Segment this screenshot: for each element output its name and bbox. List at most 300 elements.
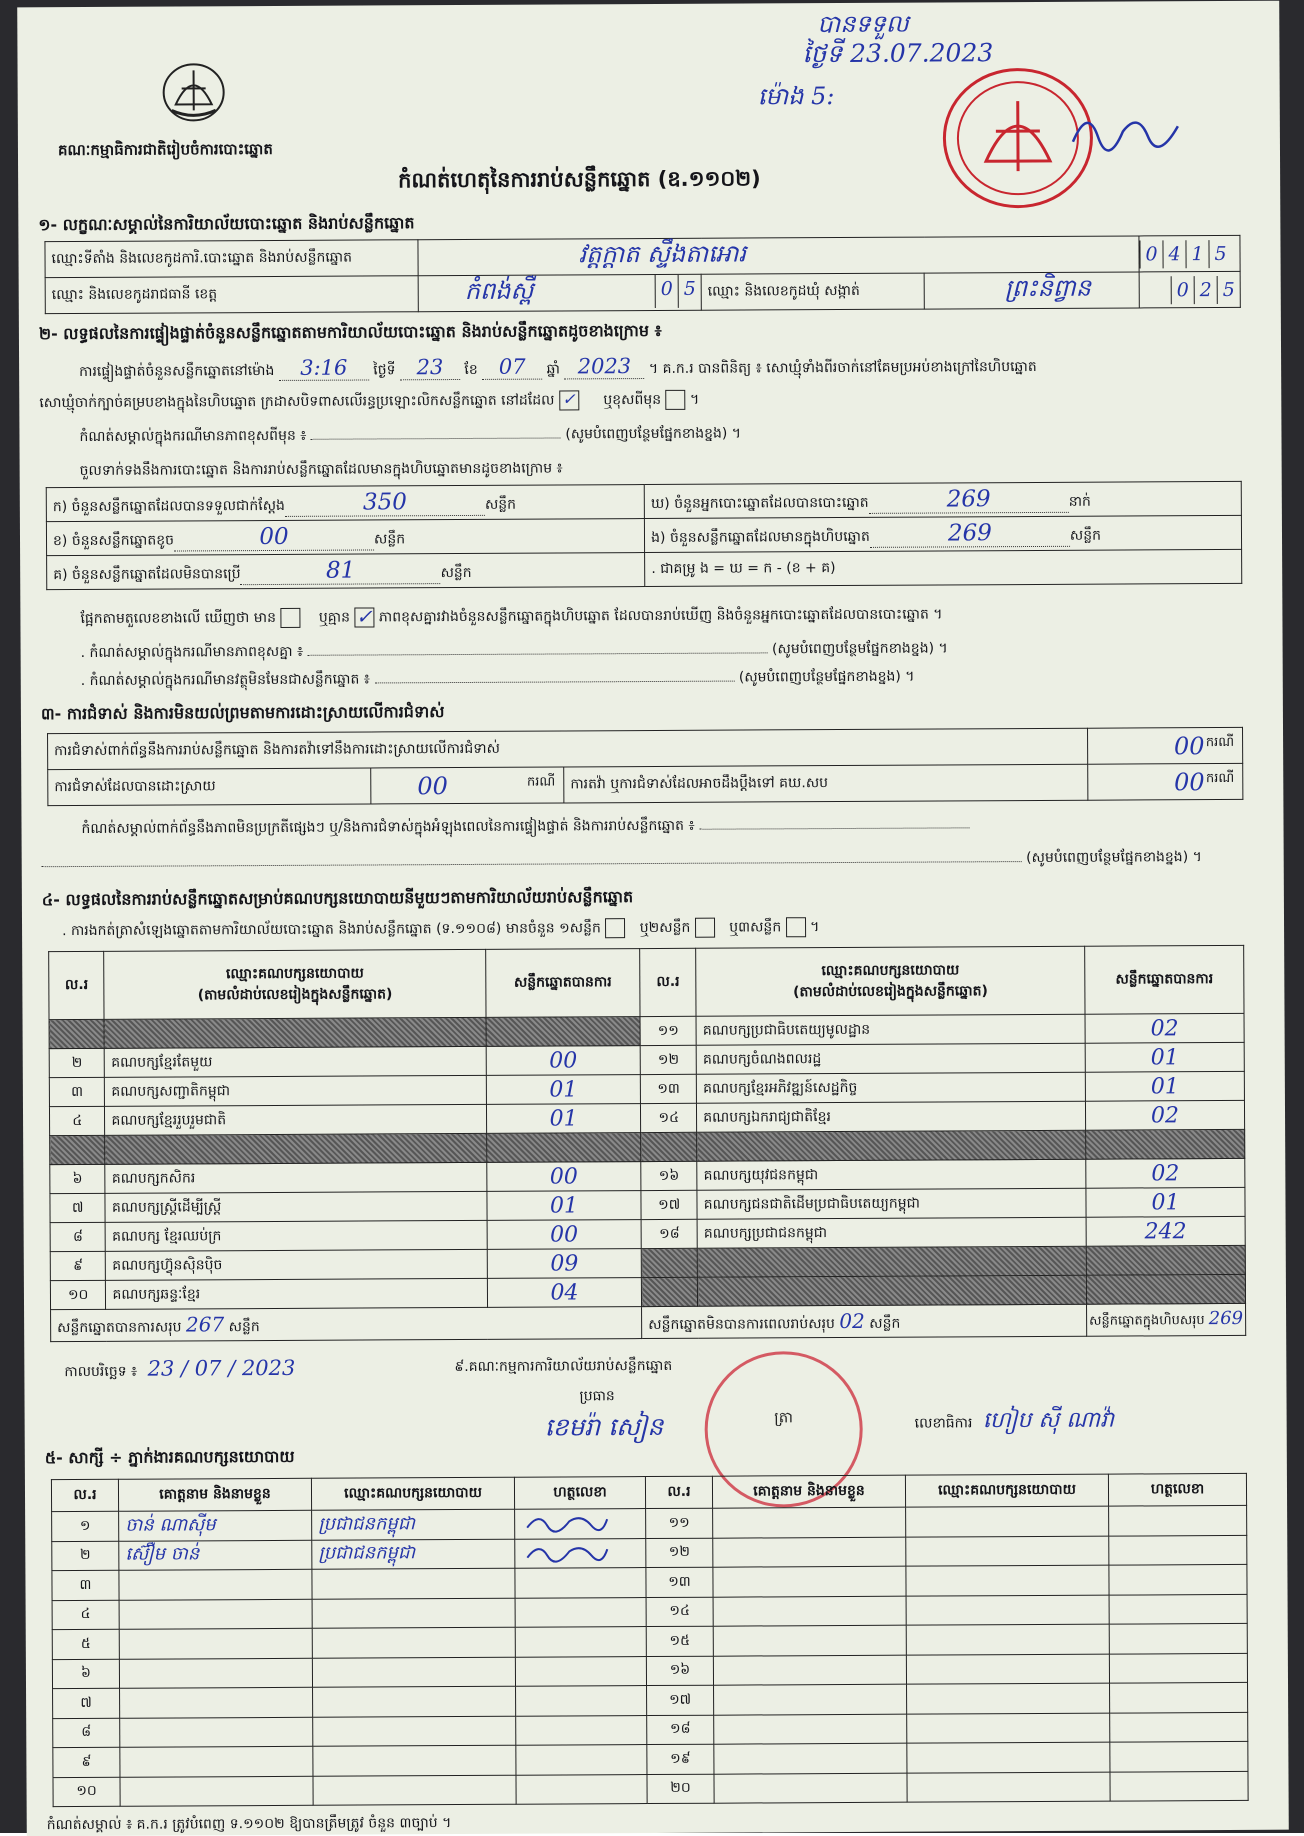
witness-number: ៣	[52, 1570, 119, 1600]
verification-month: 07	[482, 355, 542, 380]
total-box-cell	[1086, 1303, 1245, 1336]
shaded-cell	[697, 1246, 1086, 1277]
col-party-title: ឈ្មោះគណបក្សនយោបាយ	[821, 961, 960, 979]
code-digit: 0	[655, 275, 678, 308]
witness-party[interactable]	[313, 1745, 516, 1776]
witness-number: ១	[52, 1511, 119, 1541]
party-number: ១១	[640, 1016, 696, 1045]
irregularity-note-blank[interactable]	[699, 827, 969, 829]
party-name: គណបក្សស្ត្រីដើម្បីស្ត្រី	[105, 1191, 486, 1222]
witness-number: ៩	[53, 1747, 120, 1777]
irregularity-note-line2	[42, 847, 1202, 874]
difference-case-blank[interactable]	[308, 652, 768, 655]
discrepancy-line	[80, 604, 942, 630]
col-no-right: ល.រ	[640, 948, 696, 1016]
right-count-label: . ជាគម្រូ ង = ឃ = ក - (ខ + គ)	[651, 560, 836, 578]
shaded-cell	[1086, 1129, 1245, 1159]
shaded-cell	[641, 1132, 697, 1161]
party-number: ៣	[49, 1077, 105, 1106]
right-count-unit: សន្លឹក	[1069, 527, 1102, 544]
foreign-object-tail: (សូមបំពេញបន្ថែមផ្នែកខាងខ្នង) ។	[738, 668, 915, 686]
difference-note-tail: (សូមបំពេញបន្ថែមផ្នែកខាងខ្នង) ។	[565, 425, 742, 443]
witness-name[interactable]	[120, 1687, 313, 1718]
difference-note-line	[79, 424, 741, 448]
shaded-cell	[698, 1275, 1087, 1306]
witness-col-name: គោត្តនាម និងនាមខ្លួន	[118, 1478, 311, 1511]
shaded-cell	[486, 1133, 640, 1163]
signature-scribble	[521, 1509, 611, 1533]
party-number: ៧	[50, 1193, 106, 1222]
witness-party[interactable]	[907, 1772, 1110, 1803]
section5-heading: ៥- សាក្សី ÷ ភ្នាក់ងារគណបក្សនយោបាយ	[44, 1446, 295, 1468]
changed-checkbox[interactable]	[666, 390, 686, 410]
province-cell	[418, 274, 701, 311]
col-votes: សន្លឹកឆ្នោតបានការ	[485, 949, 640, 1018]
right-count-label: ឃ) ចំនួនអ្នកបោះឆ្នោតដែលបានបោះឆ្នោត	[650, 494, 869, 513]
party-votes: 01	[1085, 1042, 1244, 1072]
secretary-name: ហៀប ស៊ី ណាវ៉ា	[982, 1407, 1115, 1434]
witness-name: ចាន់ ណាស៊ីម	[119, 1510, 312, 1541]
witness-party: ប្រជាជនកម្ពុជា	[312, 1509, 515, 1540]
witness-party[interactable]	[906, 1565, 1109, 1596]
witness-party[interactable]	[906, 1506, 1109, 1537]
witness-name[interactable]	[120, 1746, 313, 1777]
total-invalid-cell	[642, 1304, 1087, 1338]
witness-name[interactable]	[714, 1743, 907, 1774]
witness-party: ប្រជាជនកម្ពុជា	[312, 1539, 515, 1570]
col-party-sub: (តាមលំដាប់លេខរៀងក្នុងសន្លឹកឆ្នោត)	[793, 982, 988, 1000]
witness-party[interactable]	[906, 1654, 1109, 1685]
right-count-value: 269	[869, 486, 1069, 514]
commune-code	[1139, 271, 1240, 308]
right-count-cell	[644, 481, 1241, 518]
witness-name[interactable]	[714, 1773, 907, 1804]
witness-number: ៥	[52, 1629, 119, 1659]
party-number: ១៨	[641, 1219, 697, 1248]
left-count-label: គ) ចំនួនសន្លឹកឆ្នោតដែលមិនបានប្រើ	[53, 566, 241, 584]
party-results-table	[48, 945, 1246, 1342]
right-count-cell	[645, 549, 1242, 586]
witness-party[interactable]	[907, 1742, 1110, 1773]
commune-value: ព្រះនិព្វាន	[924, 272, 1139, 309]
location-label: ឈ្មោះទីតាំង និងលេខកូដការិ.បោះឆ្នោត និងរាប់សន្លឹកឆ្នោត	[45, 240, 418, 278]
objection-cell	[1087, 727, 1242, 764]
section1-heading: ១- លក្ខណៈសម្គាល់នៃការិយាល័យបោះឆ្នោត និងរាប់សន្លឹកឆ្នោត	[38, 213, 415, 235]
witness-party[interactable]	[313, 1775, 516, 1806]
witness-signature[interactable]	[515, 1509, 646, 1539]
location-value: វត្តក្តាត ស្ទឹងតាអោរ	[418, 236, 1139, 276]
party-votes: 01	[486, 1104, 640, 1134]
shaded-cell	[641, 1248, 697, 1277]
witness-col-sign-right: ហត្ថលេខា	[1108, 1473, 1246, 1506]
witness-number: ១២	[646, 1538, 713, 1568]
witness-signature[interactable]	[1109, 1623, 1247, 1653]
changed-label: ឬខុសពីមុន	[603, 391, 662, 409]
party-name: គណបក្សចំណងពលរដ្ឋ	[696, 1043, 1085, 1074]
chair-name: ខេមរ៉ា សៀន	[544, 1411, 664, 1442]
witness-name[interactable]	[119, 1658, 312, 1689]
irregularity-note-label: កំណត់សម្គាល់ពាក់ព័ន្ធនឹងភាពមិនប្រក្រតីផ្សេងៗ ឬ/និងការជំទាស់ក្នុងអំឡុងពេលនៃការផ្ទៀងផ្ទាត់ និងការរាប់សន្លឹកឆ្នោត ៖	[81, 817, 695, 837]
party-votes: 09	[487, 1249, 641, 1279]
witness-signature[interactable]	[1109, 1594, 1247, 1624]
seal-check-text: សោឃ្មុំចាក់ក្បាច់គម្របខាងក្នុងនៃហិបឆ្នោត ក្រដាសបិទពាសលើរន្ធប្រឡោះលិកសន្លឹកឆ្នោត នៅដដែល	[39, 392, 555, 412]
code-digit: 5	[1208, 239, 1231, 267]
witness-party[interactable]	[312, 1627, 515, 1658]
counts-intro: ចួលទាក់ទងនឹងការបោះឆ្នោត និងការរាប់សន្លឹកឆ្នោតដែលមានក្នុងហិបឆ្នោតមានដូចខាងក្រោម ៖	[79, 460, 563, 479]
left-count-value: 00	[174, 523, 374, 551]
party-votes: 00	[486, 1046, 640, 1076]
shaded-cell	[697, 1130, 1086, 1161]
objection-table	[47, 727, 1243, 806]
verification-line	[79, 352, 1037, 383]
left-count-label: ខ) ចំនួនសន្លឹកឆ្នោតខូច	[52, 532, 175, 550]
party-name: គណបក្ស ខ្មែរឈប់ក្រ	[106, 1220, 487, 1251]
discrepancy-tail: ភាពខុសគ្នារវាងចំនួនសន្លឹកឆ្នោតក្នុងហិបឆ្នោត ដែលបានរាប់ឃើញ និងចំនួនអ្នកបោះឆ្នោតដែលបានបោះឆ្នោត ។	[378, 606, 943, 626]
difference-case-tail: (សូមបំពេញបន្ថែមផ្នែកខាងខ្នង) ។	[771, 640, 948, 658]
two-sheet-label: ឬ២សន្លឹក	[639, 919, 691, 937]
day-label: ថ្ងៃទី	[373, 362, 396, 379]
witness-name[interactable]	[119, 1628, 312, 1659]
witness-number: ១៨	[647, 1715, 714, 1745]
witness-signature[interactable]	[515, 1597, 646, 1627]
witness-signature[interactable]	[1109, 1535, 1247, 1565]
party-number: ១២	[640, 1045, 696, 1074]
foreign-object-line	[81, 667, 915, 692]
party-number: ៩	[50, 1251, 106, 1280]
unchanged-checkbox[interactable]: ✓	[559, 390, 579, 410]
verification-day: 23	[400, 355, 460, 380]
left-count-cell	[46, 519, 644, 556]
party-votes: 00	[487, 1220, 641, 1250]
verification-time: 3:16	[279, 355, 369, 380]
received-time: ម៉ោង 5:	[757, 82, 835, 111]
witness-number: ១៦	[646, 1656, 713, 1686]
total-valid-cell	[51, 1307, 642, 1342]
party-number: ១៦	[641, 1161, 697, 1190]
party-name: គណបក្សកសិករ	[105, 1162, 486, 1193]
province-label: ឈ្មោះ និងលេខកូដរាជធានី ខេត្ត	[45, 276, 418, 314]
shaded-cell	[50, 1135, 106, 1164]
verification-text: ការផ្ទៀងផ្ទាត់ចំនួនសន្លឹកឆ្នោតនៅម៉ោង	[79, 362, 275, 380]
shaded-cell	[486, 1017, 640, 1047]
tally-sheet-text: . ការងកត់ត្រាសំឡេងឆ្នោតតាមការិយាល័យបោះឆ្នោត និងរាប់សន្លឹកឆ្នោត (ទ.១១០៨) មានចំនួន ១សន្លឹក	[62, 920, 601, 940]
objection-label: ការជំទាស់ពាក់ព័ន្ធនឹងការរាប់សន្លឹកឆ្នោត និងការតវ៉ាទៅនឹងការដោះស្រាយលើការជំទាស់	[48, 728, 1088, 769]
party-name: គណបក្សឆន្ទៈខ្មែរ	[106, 1278, 487, 1309]
discrepancy-text: ផ្អែកតាមតួលេខខាងលើ ឃើញថា មាន	[80, 609, 276, 627]
one-sheet-checkbox[interactable]	[605, 918, 625, 938]
two-sheet-checkbox[interactable]	[695, 918, 715, 938]
total-invalid-value: 02	[839, 1308, 865, 1333]
total-box-label: សន្លឹកឆ្នោតក្នុងហិបសរុប	[1089, 1313, 1205, 1329]
three-sheet-label: ឬ៣សន្លឹក	[729, 919, 782, 936]
party-name: គណបក្សឯករាជ្យជាតិខ្មែរ	[697, 1101, 1086, 1132]
party-votes: 01	[487, 1191, 641, 1221]
party-number: ១០	[50, 1280, 106, 1309]
party-votes: 02	[1085, 1100, 1244, 1130]
col-party-sub: (តាមលំដាប់លេខរៀងក្នុងសន្លឹកឆ្នោត)	[197, 985, 393, 1003]
shaded-cell	[1086, 1274, 1245, 1304]
objection-value: 00	[1173, 731, 1205, 760]
left-count-cell	[47, 553, 645, 590]
left-count-unit: សន្លឹក	[440, 564, 472, 582]
org-name: គណៈកម្មាធិការជាតិរៀបចំការបោះឆ្នោត	[57, 139, 273, 160]
party-votes: 00	[487, 1162, 641, 1192]
difference-note-label: កំណត់សម្គាល់ក្នុងករណីមានភាពខុសពីមុន ៖	[79, 427, 307, 445]
witness-signature[interactable]	[1110, 1741, 1248, 1771]
shaded-cell	[642, 1277, 698, 1306]
no-discrepancy-label: ឬគ្មាន	[318, 609, 351, 626]
ballot-count-table	[46, 481, 1243, 590]
party-number: ៤	[49, 1106, 105, 1135]
secretary-label: លេខាធិការ	[914, 1415, 973, 1432]
resolved-label: ការជំទាស់ដែលបានដោះស្រាយ	[48, 768, 371, 806]
witness-name[interactable]	[713, 1625, 906, 1656]
code-digit: 1	[1185, 240, 1208, 268]
party-name: គណបក្សយុវជនកម្ពុជា	[697, 1159, 1086, 1190]
party-number: ២	[49, 1048, 105, 1077]
party-name: គណបក្សជនជាតិដើមប្រជាធិបតេយ្យកម្ពុជា	[697, 1188, 1086, 1219]
code-digit: 0	[1139, 240, 1162, 268]
code-digit: 5	[1217, 275, 1240, 303]
witness-number: ១៩	[647, 1744, 714, 1774]
irregularity-note-line	[81, 814, 969, 840]
code-digit: 4	[1162, 240, 1185, 268]
witness-signature[interactable]	[515, 1627, 646, 1657]
date-value: 23 / 07 / 2023	[147, 1355, 296, 1381]
witness-row	[53, 1771, 1248, 1807]
chair-label: ប្រធាន	[579, 1388, 615, 1405]
witness-col-no-right: ល.រ	[645, 1476, 712, 1508]
right-count-value: 269	[870, 520, 1070, 548]
party-name: គណបក្សប្រជាជនកម្ពុជា	[697, 1217, 1086, 1248]
total-valid-label: សន្លឹកឆ្នោតបានការសរុប	[57, 1318, 182, 1336]
col-party-title: ឈ្មោះគណបក្សនយោបាយ	[225, 965, 364, 982]
footer-note: កំណត់សម្គាល់ ៖ គ.ក.រ ត្រូវបំពេញ ទ.១១០២ ឱ្យបានត្រឹមត្រូវ ចំនួន ៣ច្បាប់ ។	[46, 1815, 452, 1834]
witness-signature[interactable]	[1110, 1771, 1248, 1801]
section4-heading: ៤- លទ្ធផលនៃការរាប់សន្លឹកឆ្នោតសម្រាប់គណបក្សនយោបាយនីមួយៗតាមការិយាល័យរាប់សន្លឹកឆ្នោត	[41, 887, 634, 910]
date-line	[64, 1356, 295, 1383]
witness-name[interactable]	[713, 1537, 906, 1568]
resolved-cell	[371, 767, 564, 804]
witness-rows	[52, 1505, 1249, 1806]
witness-signature[interactable]	[1109, 1564, 1247, 1594]
total-invalid-label: សន្លឹកឆ្នោតមិនបានការពេលរាប់សរុប	[648, 1315, 835, 1333]
witness-name[interactable]	[714, 1714, 907, 1745]
has-discrepancy-checkbox[interactable]	[280, 608, 300, 628]
received-date: ថ្ងៃទី 23.07.2023	[802, 38, 994, 69]
witness-party[interactable]	[312, 1657, 515, 1688]
left-count-value: 81	[240, 557, 440, 585]
party-name: គណបក្សប្រជាធិបតេយ្យមូលដ្ឋាន	[696, 1014, 1085, 1045]
col-votes-right: សន្លឹកឆ្នោតបានការ	[1085, 945, 1244, 1014]
appeal-label: ការតវ៉ា ឬការជំទាស់ដែលអាចដឹងប្តឹងទៅ គឃ.សប	[564, 764, 1088, 803]
witness-party[interactable]	[906, 1536, 1109, 1567]
appeal-value: 00	[1174, 767, 1205, 796]
witness-name[interactable]	[120, 1717, 313, 1748]
witness-party[interactable]	[312, 1598, 515, 1629]
foreign-object-blank[interactable]	[374, 681, 734, 684]
witness-signature[interactable]	[516, 1715, 647, 1745]
witness-name[interactable]	[713, 1596, 906, 1627]
witness-name[interactable]	[119, 1569, 312, 1600]
location-table	[44, 235, 1240, 314]
witness-party[interactable]	[313, 1716, 516, 1747]
witness-number: ៤	[52, 1600, 119, 1630]
witness-number: ១០	[53, 1777, 120, 1807]
party-name: គណបក្សហ៊្វុនស៊ិនប៉ិច	[106, 1249, 487, 1280]
witness-col-sign: ហត្ថលេខា	[514, 1477, 645, 1510]
difference-case-label: . កំណត់សម្គាល់ក្នុងករណីមានភាពខុសគ្នា ៖	[80, 643, 304, 661]
form-sheet	[17, 1, 1289, 1836]
witness-number: ១១	[646, 1508, 713, 1538]
witness-party[interactable]	[312, 1568, 515, 1599]
received-note: បានទទួល	[817, 9, 909, 39]
witness-number: ២០	[647, 1774, 714, 1804]
party-number: ១៧	[641, 1190, 697, 1219]
witness-party[interactable]	[906, 1595, 1109, 1626]
code-digit: 0	[1171, 276, 1194, 304]
difference-note-blank[interactable]	[311, 437, 561, 439]
foreign-object-label: . កំណត់សម្គាល់ក្នុងករណីមានវត្ថុមិនមែនជាសន្លឹកឆ្នោត ៖	[80, 671, 370, 689]
witness-signature[interactable]	[516, 1745, 647, 1775]
witness-name[interactable]	[713, 1507, 906, 1538]
col-party	[104, 949, 486, 1019]
witness-signature[interactable]	[516, 1686, 647, 1716]
witness-number: ៦	[52, 1659, 119, 1689]
witness-name[interactable]	[713, 1566, 906, 1597]
total-invalid-unit: សន្លឹក	[869, 1315, 901, 1332]
witness-col-party: ឈ្មោះគណបក្សនយោបាយ	[311, 1477, 514, 1510]
witness-signature[interactable]	[1109, 1653, 1247, 1683]
party-name: គណបក្សខ្មែរអភិវឌ្ឍន៍សេដ្ឋកិច្ច	[697, 1072, 1086, 1103]
total-valid-unit: សន្លឹក	[228, 1318, 260, 1335]
secretary-line	[915, 1406, 1115, 1439]
seal-label: ត្រា	[774, 1408, 794, 1427]
shaded-cell	[1086, 1245, 1245, 1275]
total-box-value: 269	[1208, 1307, 1244, 1330]
shaded-cell	[104, 1017, 485, 1048]
tally-sheet-line: . ការងកត់ត្រាសំឡេងឆ្នោតតាមការិយាល័យបោះឆ្នោត និងរាប់សន្លឹកឆ្នោត (ទ.១១០៨) មានចំនួន ១សន្លឹក ឬ២សន្លឹក ឬ៣សន្លឹក ។	[62, 919, 820, 940]
witness-number: ១៥	[646, 1626, 713, 1656]
appeal-cell	[1087, 763, 1242, 800]
witness-party[interactable]	[906, 1624, 1109, 1655]
party-name: គណបក្សខ្មែរតែមួយ	[105, 1046, 486, 1077]
difference-case-line	[81, 638, 948, 664]
party-rows	[49, 1013, 1246, 1309]
three-sheet-checkbox[interactable]	[786, 917, 806, 937]
witness-name[interactable]	[120, 1776, 313, 1807]
party-votes: 04	[487, 1278, 641, 1308]
seal-check-line: សោឃ្មុំចាក់ក្បាច់គម្របខាងក្នុងនៃហិបឆ្នោត ក្រដាសបិទពាសលើរន្ធប្រឡោះលិកសន្លឹកឆ្នោត នៅដដែល ✓ ឬខុសពីមុន ។	[39, 389, 700, 412]
committee-label: ៩.គណៈកម្មការការិយាល័យរាប់សន្លឹកឆ្នោត	[454, 1357, 673, 1376]
code-digit: 5	[678, 275, 701, 308]
witness-col-no: ល.រ	[51, 1479, 118, 1511]
witness-signature[interactable]	[1110, 1682, 1248, 1712]
witness-signature[interactable]	[516, 1774, 647, 1804]
left-count-unit: សន្លឹក	[484, 496, 517, 513]
left-count-unit: សន្លឹក	[373, 531, 406, 548]
witness-signature[interactable]	[515, 1538, 646, 1568]
right-count-label: ង) ចំនួនសន្លឹកឆ្នោតដែលមានក្នុងហិបឆ្នោត	[651, 528, 870, 547]
form-title: កំណត់ហេតុនៃការរាប់សន្លឹកឆ្នោត (ឧ.១១០២)	[398, 166, 761, 193]
resolved-value: 00	[417, 771, 448, 800]
witness-name[interactable]	[713, 1655, 906, 1686]
witness-name[interactable]	[119, 1599, 312, 1630]
witness-party[interactable]	[907, 1683, 1110, 1714]
witness-number: ២	[52, 1541, 119, 1571]
witness-col-name-right: គោត្តនាម និងនាមខ្លួន	[712, 1475, 905, 1508]
irregularity-note-blank2[interactable]	[42, 861, 1022, 867]
witness-col-party-right: ឈ្មោះគណបក្សនយោបាយ	[905, 1474, 1108, 1507]
witness-party[interactable]	[907, 1713, 1110, 1744]
witness-number: ១៤	[646, 1597, 713, 1627]
year-label: ឆ្នាំ	[546, 361, 561, 378]
party-votes: 02	[1086, 1158, 1245, 1188]
appeal-unit: ករណី	[1205, 770, 1235, 787]
total-valid-value: 267	[185, 1311, 225, 1336]
count-row	[47, 549, 1242, 589]
objection-unit: ករណី	[1205, 734, 1235, 751]
witness-name: ស៊ឿម ចាន់	[119, 1540, 312, 1571]
signature-top-mark	[1068, 101, 1188, 162]
irregularity-note-tail: (សូមបំពេញបន្ថែមផ្នែកខាងខ្នង) ។	[1026, 849, 1202, 867]
col-no: ល.រ	[49, 951, 105, 1019]
party-votes: 01	[1085, 1071, 1244, 1101]
section3-heading: ៣- ការជំទាស់ និងការមិនយល់ព្រមតាមការដោះស្រាយលើការជំទាស់	[40, 702, 445, 724]
inspection-text: ។ គ.ក.រ បានពិនិត្យ ៖ សោឃ្មុំទាំងពីរចាក់នៅគែមប្រអប់ខាងក្រៅនៃហិបឆ្នោត	[648, 358, 1037, 378]
right-count-cell	[645, 515, 1242, 552]
nec-emblem-icon	[157, 58, 229, 126]
section2-heading: ២- លទ្ធផលនៃការផ្ទៀងផ្ទាត់ចំនួនសន្លឹកឆ្នោតតាមការិយាល័យបោះឆ្នោត និងរាប់សន្លឹកឆ្នោតដូចខាងក្រោម ៖	[38, 320, 662, 344]
witness-table	[51, 1473, 1249, 1807]
ballot-count-rows	[46, 481, 1242, 589]
commune-label: ឈ្មោះ និងលេខកូដឃុំ សង្កាត់	[701, 273, 924, 310]
party-number: ៨	[50, 1222, 106, 1251]
witness-number: ៧	[53, 1688, 120, 1718]
witness-signature[interactable]	[1110, 1712, 1248, 1742]
party-number: ១៤	[641, 1103, 697, 1132]
witness-number: ១៣	[646, 1567, 713, 1597]
party-name: គណបក្សសញ្ជាតិកម្ពុជា	[105, 1075, 486, 1106]
left-count-label: ក) ចំនួនសន្លឹកឆ្នោតដែលបានទទួលជាក់ស្តែង	[52, 497, 285, 516]
month-label: ខែ	[464, 361, 478, 378]
party-votes: 01	[1086, 1187, 1245, 1217]
witness-number: ៨	[53, 1718, 120, 1748]
witness-party[interactable]	[313, 1686, 516, 1717]
party-votes: 02	[1085, 1013, 1244, 1043]
witness-signature[interactable]	[515, 1568, 646, 1598]
party-name: គណបក្សខ្មែររួបរួមជាតិ	[105, 1104, 486, 1135]
no-discrepancy-checkbox[interactable]: ✓	[355, 604, 373, 629]
col-party-right	[696, 946, 1085, 1016]
witness-name[interactable]	[714, 1684, 907, 1715]
province-value: កំពង់ស្ពឺ	[464, 276, 534, 305]
party-number: ៦	[50, 1164, 106, 1193]
location-code	[1139, 235, 1240, 272]
party-votes: 242	[1086, 1216, 1245, 1246]
signature-scribble	[521, 1539, 611, 1563]
party-votes: 01	[486, 1075, 640, 1105]
witness-number: ១៧	[647, 1685, 714, 1715]
left-count-value: 350	[285, 489, 485, 517]
code-digit: 2	[1194, 276, 1217, 304]
left-count-cell	[46, 485, 644, 522]
shaded-cell	[49, 1019, 105, 1048]
shaded-cell	[105, 1133, 486, 1164]
witness-signature[interactable]	[1109, 1505, 1247, 1535]
witness-signature[interactable]	[515, 1656, 646, 1686]
date-label: កាលបរិច្ឆេទ ៖	[64, 1363, 138, 1381]
